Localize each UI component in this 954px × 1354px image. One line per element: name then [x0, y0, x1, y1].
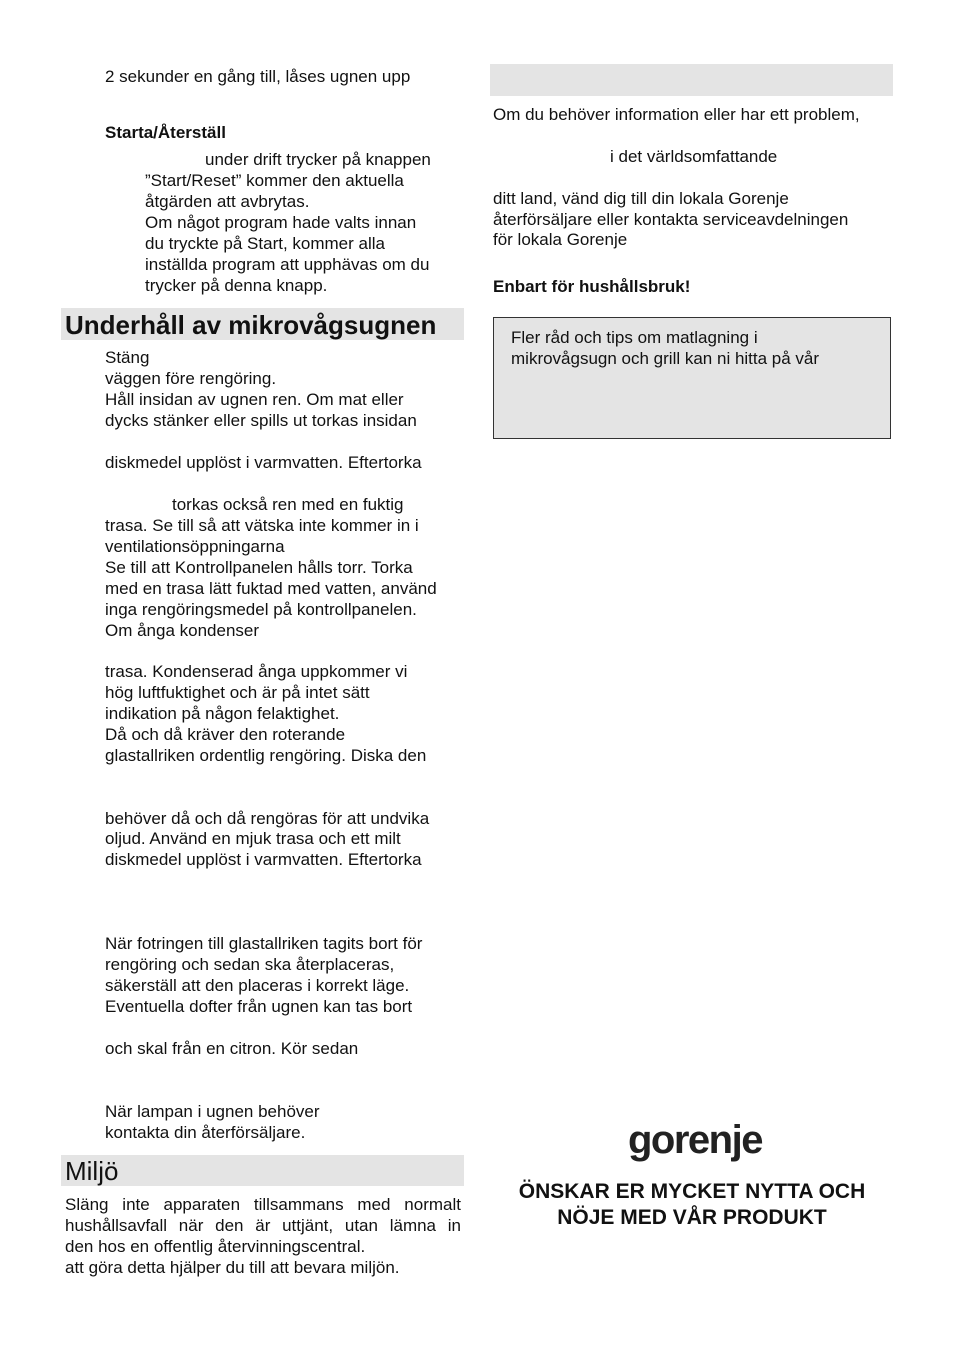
- start-reset-line: du tryckte på Start, kommer alla: [145, 234, 385, 253]
- gorenje-logo: gorenje: [628, 1118, 762, 1162]
- service-line: i det världsomfattande: [610, 147, 778, 166]
- start-reset-line: trycker på denna knapp.: [145, 276, 328, 295]
- maintenance-line: säkerställ att den placeras i korrekt läge.: [105, 976, 410, 995]
- maintenance-line: dycks stänker eller spills ut torkas insidan: [105, 411, 417, 430]
- service-heading-band: [490, 64, 893, 96]
- service-line: för lokala Gorenje: [493, 230, 628, 249]
- environment-line: den hos en offentlig återvinningscentral.: [65, 1237, 366, 1256]
- tip-line: Fler råd och tips om matlagning i: [511, 328, 758, 347]
- maintenance-line: ventilationsöppningarna: [105, 537, 285, 556]
- environment-line: att göra detta hjälper du till att bevara miljön.: [65, 1258, 400, 1277]
- maintenance-line: trasa. Kondenserad ånga uppkommer vi: [105, 662, 408, 681]
- maintenance-line: med en trasa lätt fuktad med vatten, använd: [105, 579, 437, 598]
- start-reset-line: ”Start/Reset” kommer den aktuella: [145, 171, 404, 190]
- maintenance-line: Stäng: [105, 348, 150, 367]
- maintenance-line: diskmedel upplöst i varmvatten. Eftertorka: [105, 850, 422, 869]
- maintenance-line: glastallriken ordentlig rengöring. Diska den: [105, 746, 427, 765]
- maintenance-line: Se till att Kontrollpanelen hålls torr. Torka: [105, 558, 413, 577]
- maintenance-line: rengöring och sedan ska återplaceras,: [105, 955, 395, 974]
- service-line: Om du behöver information eller har ett problem,: [493, 105, 860, 124]
- environment-line: Släng inte apparaten tillsammans med normalt: [65, 1195, 461, 1214]
- intro-line: 2 sekunder en gång till, låses ugnen upp: [105, 67, 411, 86]
- start-reset-line: inställda program att upphävas om du: [145, 255, 430, 274]
- environment-heading-band: [61, 1155, 464, 1186]
- tip-line: mikrovågsugn och grill kan ni hitta på vår: [511, 349, 820, 368]
- maintenance-line: och skal från en citron. Kör sedan: [105, 1039, 359, 1058]
- maintenance-line: Håll insidan av ugnen ren. Om mat eller: [105, 390, 404, 409]
- maintenance-line: När fotringen till glastallriken tagits bort för: [105, 934, 423, 953]
- maintenance-line: väggen före rengöring.: [105, 369, 277, 388]
- maintenance-line: torkas också ren med en fuktig: [172, 495, 404, 514]
- maintenance-line: indikation på någon felaktighet.: [105, 704, 340, 723]
- maintenance-line: Om ånga kondenser: [105, 621, 260, 640]
- household-note: Enbart för hushållsbruk!: [493, 277, 691, 296]
- maintenance-line: Då och då kräver den roterande: [105, 725, 346, 744]
- maintenance-line: oljud. Använd en mjuk trasa och ett milt: [105, 829, 401, 848]
- maintenance-heading: Underhåll av mikrovågsugnen: [65, 310, 437, 340]
- maintenance-line: kontakta din återförsäljare.: [105, 1123, 306, 1142]
- start-reset-title: Starta/Återställ: [105, 123, 226, 142]
- closing-line: NÖJE MED VÅR PRODUKT: [557, 1206, 827, 1229]
- maintenance-line: hög luftfuktighet och är på intet sätt: [105, 683, 370, 702]
- closing-line: ÖNSKAR ER MYCKET NYTTA OCH: [518, 1180, 866, 1203]
- tip-box: [493, 317, 891, 439]
- environment-heading: Miljö: [65, 1156, 119, 1186]
- maintenance-line: behöver då och då rengöras för att undvika: [105, 809, 430, 828]
- maintenance-line: diskmedel upplöst i varmvatten. Eftertorka: [105, 453, 422, 472]
- maintenance-line: inga rengöringsmedel på kontrollpanelen.: [105, 600, 417, 619]
- environment-line: hushållsavfall när den är uttjänt, utan lämna in: [65, 1216, 461, 1235]
- maintenance-line: När lampan i ugnen behöver: [105, 1102, 320, 1121]
- start-reset-line: Om något program hade valts innan: [145, 213, 417, 232]
- start-reset-line: under drift trycker på knappen: [205, 150, 431, 169]
- service-line: ditt land, vänd dig till din lokala Gorenje: [493, 189, 789, 208]
- service-line: återförsäljare eller kontakta serviceavdelningen: [493, 210, 849, 229]
- maintenance-line: Eventuella dofter från ugnen kan tas bort: [105, 997, 413, 1016]
- maintenance-line: trasa. Se till så att vätska inte kommer in i: [105, 516, 419, 535]
- start-reset-line: åtgärden att avbrytas.: [145, 192, 310, 211]
